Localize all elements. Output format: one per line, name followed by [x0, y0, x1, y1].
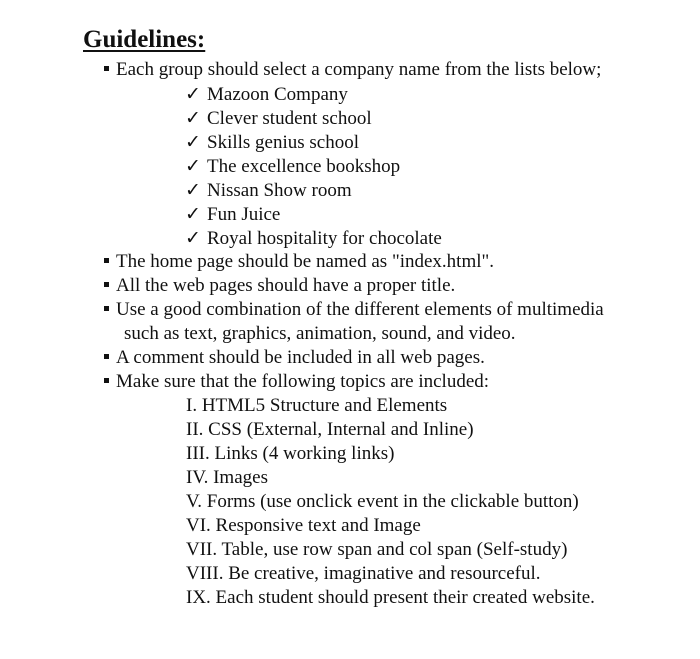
checkmark-icon: ✓ — [185, 179, 201, 201]
company-item — [185, 178, 352, 203]
guideline-text: All the web pages should have a proper title. — [116, 275, 456, 296]
topic-item: IX. Each student should present their created website. — [186, 587, 595, 608]
topic-item: IV. Images — [186, 467, 268, 488]
guideline-text: Each group should select a company name from the lists below; — [116, 59, 602, 80]
checkmark-icon: ✓ — [185, 131, 201, 153]
checkmark-icon: ✓ — [185, 83, 201, 105]
bullet-marker — [104, 378, 109, 383]
company-name: Clever student school — [207, 108, 372, 129]
topic-item: II. CSS (External, Internal and Inline) — [186, 419, 474, 440]
guideline-item — [104, 370, 489, 394]
company-name: The excellence bookshop — [207, 156, 401, 177]
checkmark-icon: ✓ — [185, 227, 201, 249]
guideline-item — [104, 250, 494, 274]
guideline-item — [104, 58, 601, 82]
bullet-marker — [104, 306, 109, 311]
checkmark-icon: ✓ — [185, 155, 201, 177]
company-item — [185, 130, 359, 155]
company-name: Fun Juice — [207, 204, 281, 225]
guideline-item — [104, 274, 455, 298]
checkmark-icon: ✓ — [185, 203, 201, 225]
company-name: Royal hospitality for chocolate — [207, 228, 442, 249]
guideline-text: A comment should be included in all web pages. — [116, 347, 485, 368]
topic-item: V. Forms (use onclick event in the clickable button) — [186, 491, 579, 512]
guideline-item — [104, 346, 485, 370]
guideline-continuation: such as text, graphics, animation, sound, and video. — [124, 323, 516, 344]
company-name: Nissan Show room — [207, 180, 352, 201]
bullet-marker — [104, 282, 109, 287]
guideline-text: The home page should be named as "index.html". — [116, 251, 495, 272]
company-name: Skills genius school — [207, 132, 360, 153]
topic-item: VIII. Be creative, imaginative and resourceful. — [186, 563, 541, 584]
topic-item: I. HTML5 Structure and Elements — [186, 395, 448, 416]
company-item — [185, 154, 400, 179]
company-item — [185, 202, 280, 227]
topic-item: VII. Table, use row span and col span (Self-study) — [186, 539, 568, 560]
bullet-marker — [104, 258, 109, 263]
guideline-text: Make sure that the following topics are included: — [116, 371, 490, 392]
company-item — [185, 226, 442, 251]
checkmark-icon: ✓ — [185, 107, 201, 129]
company-name: Mazoon Company — [207, 84, 348, 105]
bullet-marker — [104, 354, 109, 359]
company-item — [185, 106, 372, 131]
guideline-text: Use a good combination of the different elements of multimedia — [116, 299, 604, 320]
bullet-marker — [104, 66, 109, 71]
guideline-item — [104, 298, 604, 322]
topic-item: VI. Responsive text and Image — [186, 515, 421, 536]
page-heading: Guidelines: — [83, 26, 206, 53]
company-item — [185, 82, 348, 107]
topic-item: III. Links (4 working links) — [186, 443, 395, 464]
